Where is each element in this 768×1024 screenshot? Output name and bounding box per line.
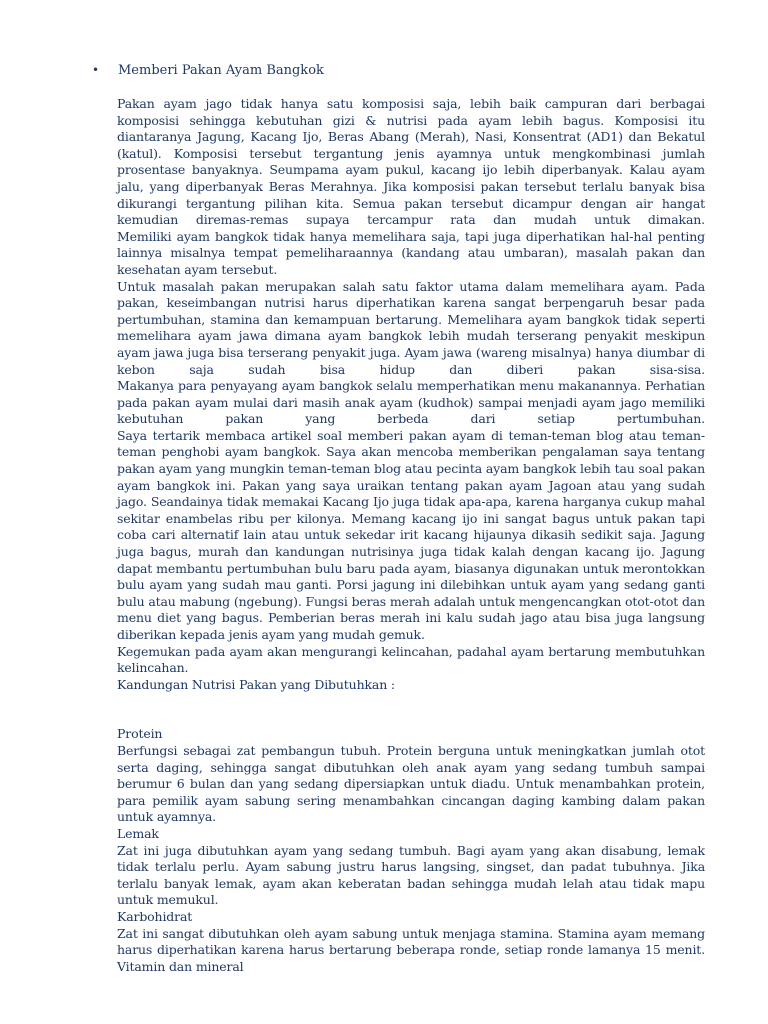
paragraph: Makanya para penyayang ayam bangkok selalu memperhatikan menu makanannya. Perhatian pada pakan ayam mulai dari masih anak ayam (kudhok) sampai menjadi ayam jago memiliki kebutuhan pakan yang berbeda dari setiap pertumbuhan.	[117, 378, 705, 427]
document-body	[117, 96, 705, 975]
paragraph: Kandungan Nutrisi Pakan yang Dibutuhkan :	[117, 676, 395, 692]
section-title: Memberi Pakan Ayam Bangkok	[118, 63, 324, 78]
paragraph: Saya tertarik membaca artikel soal memberi pakan ayam di teman-teman blog atau teman-teman penghobi ayam bangkok. Saya akan mencoba memberikan pengalaman saya tentang pakan ayam yang mungkin teman-teman blog atau pecinta ayam bangkok lebih tau soal pakan ayam bangkok ini. Pakan yang saya uraikan tentang pakan ayam Jagoan atau yang sudah jago. Seandainya tidak memakai Kacang Ijo juga tidak apa-apa, karena harganya cukup mahal sekitar enambelas ribu per kilonya. Memang kacang ijo ini sangat bagus untuk pakan tapi coba cari alternatif lain atau untuk sekedar irit kacang hijaunya dikasih sedikit saja. Jagung juga bagus, murah dan kandungan nutrisinya juga tidak kalah dengan kacang ijo. Jagung dapat membantu pertumbuhan bulu baru pada ayam, biasanya digunakan untuk merontokkan bulu ayam yang sudah mau ganti. Porsi jagung ini dilebihkan untuk ayam yang sedang ganti bulu atau mabung (ngebung). Fungsi beras merah adalah untuk mengencangkan otot-otot dan menu diet yang bagus. Pemberian beras merah ini kalu sudah jago atau bisa juga langsung diberikan kepada jenis ayam yang mudah gemuk.	[117, 427, 706, 642]
paragraph: Zat ini juga dibutuhkan ayam yang sedang tumbuh. Bagi ayam yang akan disabung, lemak tidak terlalu perlu. Ayam sabung justru harus langsing, singset, dan padat tubuhnya. Jika terlalu banyak lemak, ayam akan keberatan badan sehingga mudah lelah atau tidak mapu untuk memukul.	[117, 842, 705, 908]
subheading-protein: Protein	[117, 726, 163, 742]
subheading-vitamin-mineral: Vitamin dan mineral	[117, 958, 244, 974]
paragraph: Kegemukan pada ayam akan mengurangi kelincahan, padahal ayam bertarung membutuhkan kelincahan.	[117, 643, 705, 676]
paragraph: Berfungsi sebagai zat pembangun tubuh. Protein berguna untuk meningkatkan jumlah otot serta daging, sehingga sangat dibutuhkan oleh anak ayam yang sedang tumbuh sampai berumur 6 bulan dan yang sedang dipersiapkan untuk diadu. Untuk menambahkan protein, para pemilik ayam sabung sering menambahkan cincangan daging kambing dalam pakan untuk ayamnya.	[117, 742, 705, 825]
blank-space	[117, 693, 705, 726]
subheading-lemak: Lemak	[117, 825, 159, 841]
subheading-karbohidrat: Karbohidrat	[117, 908, 193, 924]
paragraph: Untuk masalah pakan merupakan salah satu faktor utama dalam memelihara ayam. Pada pakan, keseimbangan nutrisi harus diperhatikan karena sangat berpengaruh besar pada pertumbuhan, stamina dan kemampuan bertarung. Memelihara ayam bangkok tidak seperti memelihara ayam jawa dimana ayam bangkok lebih mudah terserang penyakit meskipun ayam jawa juga bisa terserang penyakit juga. Ayam jawa (wareng misalnya) hanya diumbar di kebon saja sudah bisa hidup dan diberi pakan sisa-sisa.	[117, 278, 705, 377]
bullet-icon: •	[92, 63, 100, 77]
paragraph: Zat ini sangat dibutuhkan oleh ayam sabung untuk menjaga stamina. Stamina ayam memang harus diperhatikan karena harus bertarung beberapa ronde, setiap ronde lamanya 15 menit.	[117, 925, 705, 958]
paragraph: Pakan ayam jago tidak hanya satu komposisi saja, lebih baik campuran dari berbagai komposisi sehingga kebutuhan gizi & nutrisi pada ayam lebih bagus. Komposisi itu diantaranya Jagung, Kacang Ijo, Beras Abang (Merah), Nasi, Konsentrat (AD1) dan Bekatul (katul). Komposisi tersebut tergantung jenis ayamnya untuk mengkombinasi jumlah prosentase banyaknya. Seumpama ayam pukul, kacang ijo lebih diperbanyak. Kalau ayam jalu, yang diperbanyak Beras Merahnya. Jika komposisi pakan tersebut terlalu banyak bisa dikurangi tergantung pilihan kita. Semua pakan tersebut dicampur dengan air hangat kemudian diremas-remas supaya tercampur rata dan mudah untuk dimakan.	[117, 96, 705, 228]
paragraph: Memiliki ayam bangkok tidak hanya memelihara saja, tapi juga diperhatikan hal-hal penting lainnya misalnya tempat pemeliharaannya (kandang atau umbaran), masalah pakan dan kesehatan ayam tersebut.	[117, 228, 705, 277]
